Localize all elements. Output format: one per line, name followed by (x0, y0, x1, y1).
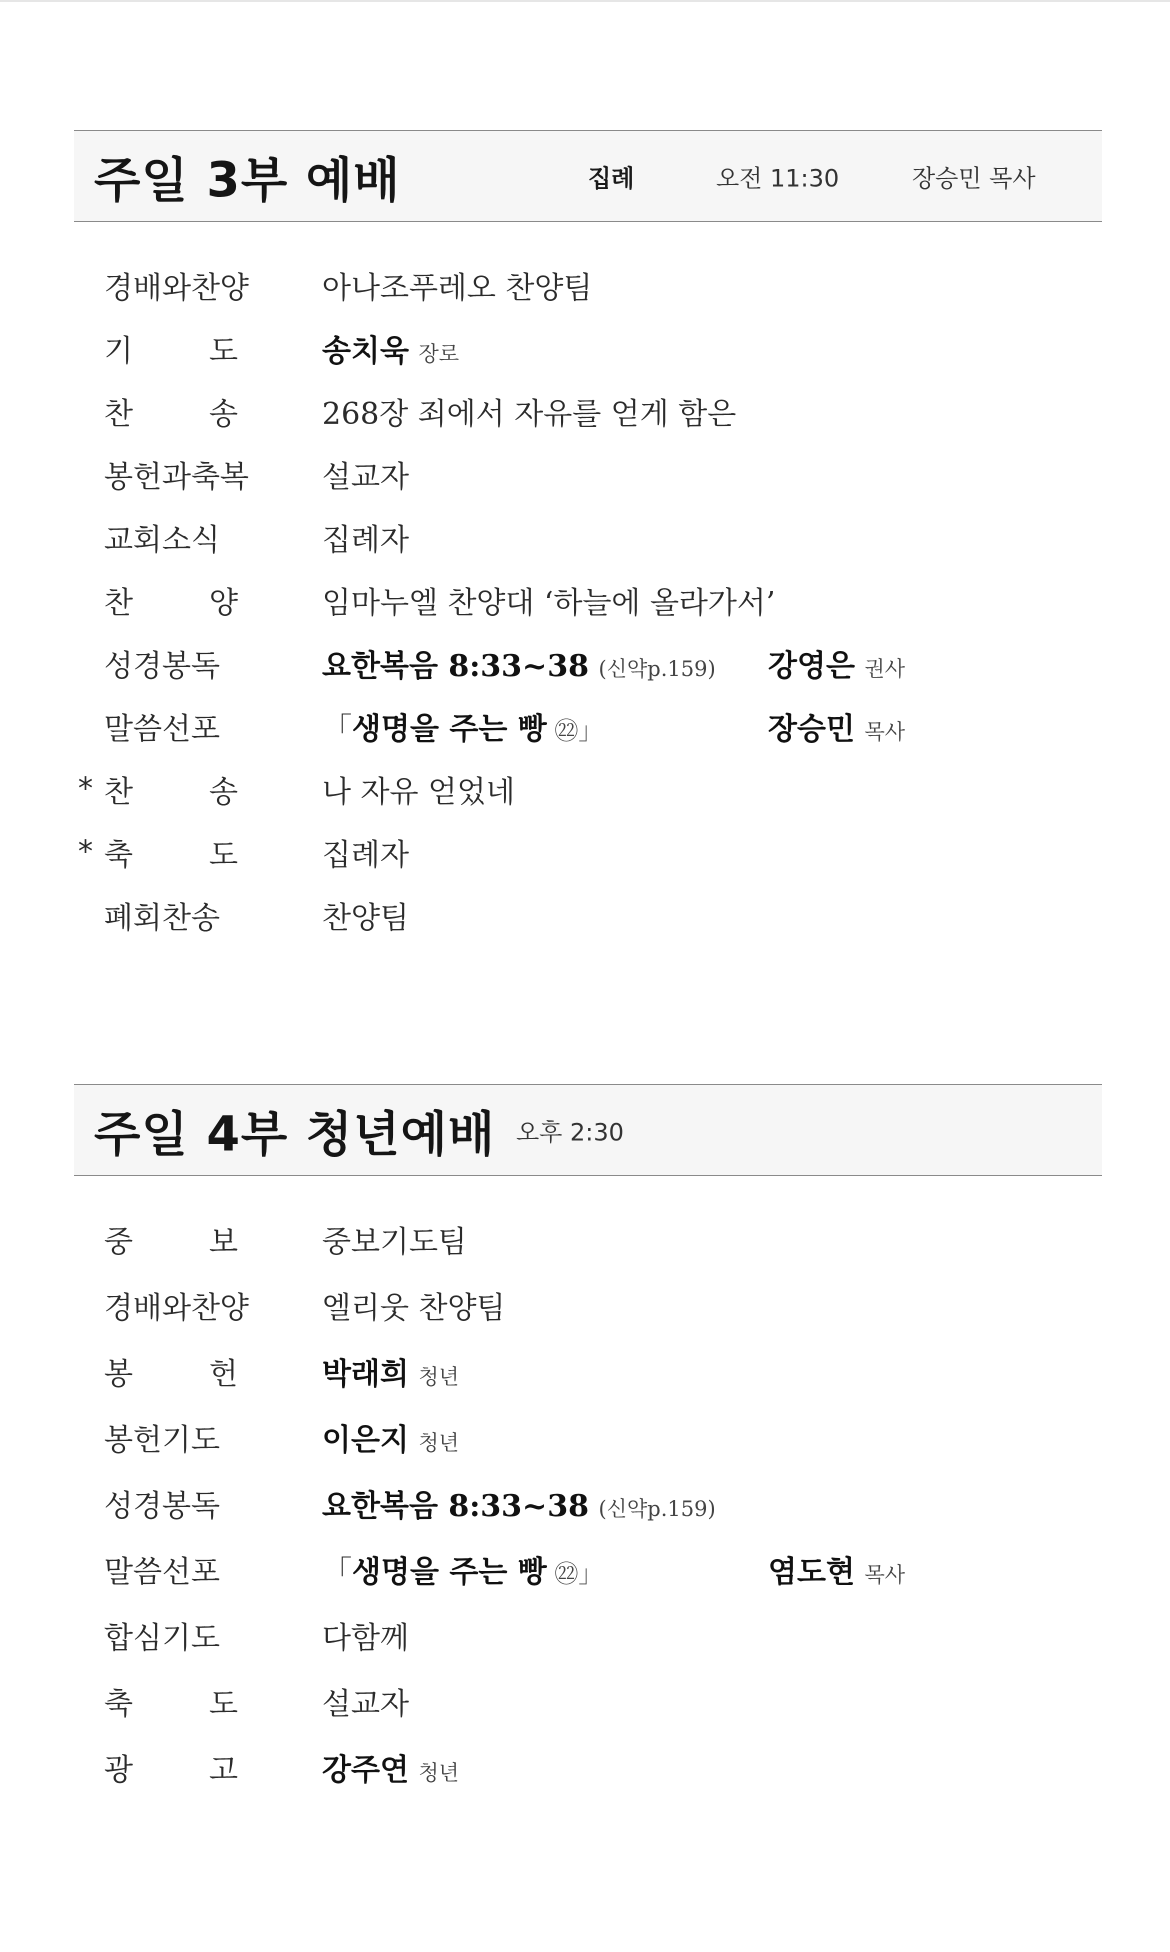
program-row (74, 1676, 1102, 1726)
item-content-text: 설교자 (322, 1687, 409, 1722)
program-row (74, 1412, 1102, 1462)
item-content (322, 578, 775, 622)
item-content (322, 452, 409, 496)
item-content-text: 나 자유 얻었네 (322, 775, 515, 810)
top-divider (0, 0, 1170, 2)
person-title: 권사 (864, 657, 906, 681)
item-content (322, 767, 515, 811)
item-label-part: 도 (209, 838, 238, 873)
item-content-bold: 송치욱 (322, 334, 409, 369)
item-content-note: (신약p.159) (598, 657, 716, 681)
service-4-section (74, 1084, 1102, 1788)
program-row (74, 764, 1102, 814)
program-row (74, 1280, 1102, 1330)
item-label (104, 641, 238, 685)
bracket-close: ㉒」 (546, 1560, 603, 1588)
item-label (104, 1745, 238, 1789)
item-label-part: 봉헌기도 (104, 1423, 220, 1458)
service-3-time: 오전 11:30 (716, 164, 840, 193)
program-row (74, 1544, 1102, 1594)
item-content-note: 장로 (418, 342, 460, 366)
item-label (104, 1283, 249, 1327)
item-label-part: 합심기도 (104, 1621, 220, 1656)
item-label-part: 찬 (104, 775, 133, 810)
required-star-mark: * (78, 834, 93, 870)
item-label-part: 찬 (104, 397, 133, 432)
item-content-text: 268장 죄에서 자유를 얻게 함은 (322, 397, 737, 432)
item-content (322, 1481, 716, 1525)
item-label-part: 축 (104, 838, 133, 873)
item-label-part: 양 (209, 586, 238, 621)
required-star-mark: * (78, 771, 93, 807)
program-row (74, 701, 1102, 751)
item-label-part: 도 (209, 334, 238, 369)
program-row (74, 827, 1102, 877)
item-label-part: 성경봉독 (104, 1489, 220, 1524)
item-content (322, 1679, 409, 1723)
item-label-part: 경배와찬양 (104, 271, 249, 306)
item-label (104, 578, 238, 622)
item-content-bold: 요한복음 8:33~38 (322, 1489, 589, 1524)
program-row (74, 512, 1102, 562)
item-label (104, 1415, 238, 1459)
item-content (322, 830, 409, 874)
item-content-text: 집례자 (322, 838, 409, 873)
item-content-bold: 강주연 (322, 1753, 409, 1788)
item-label-part: 말씀선포 (104, 712, 220, 747)
item-label-part: 송 (209, 775, 238, 810)
program-row (74, 1214, 1102, 1264)
program-row (74, 575, 1102, 625)
item-content (322, 263, 592, 307)
program-row (74, 1346, 1102, 1396)
item-content-text: 집례자 (322, 523, 409, 558)
item-label-part: 헌 (209, 1357, 238, 1392)
item-content (322, 1613, 409, 1657)
item-label-part: 교회소식 (104, 523, 220, 558)
item-content-note: (신약p.159) (598, 1497, 716, 1521)
item-content (322, 515, 409, 559)
item-content-text: 중보기도팀 (322, 1225, 467, 1260)
item-label (104, 263, 249, 307)
item-label (104, 389, 238, 433)
item-content-note: 청년 (418, 1761, 460, 1785)
program-row (74, 1610, 1102, 1660)
item-content (322, 704, 602, 748)
person-name: 염도현 (768, 1555, 855, 1590)
item-content-bold: 박래희 (322, 1357, 409, 1392)
program-row (74, 386, 1102, 436)
bracket-close: ㉒」 (546, 717, 603, 745)
item-label-part: 광 (104, 1753, 133, 1788)
person-name: 장승민 (768, 712, 855, 747)
program-row (74, 260, 1102, 310)
item-content-text: 임마누엘 찬양대 ‘하늘에 올라가서’ (322, 586, 776, 621)
item-label-part: 성경봉독 (104, 649, 220, 684)
item-label-part: 경배와찬양 (104, 1291, 249, 1326)
bracket-open: 「 (322, 712, 352, 747)
item-label-part: 보 (209, 1225, 238, 1260)
item-content (322, 893, 409, 937)
item-person (768, 1547, 905, 1591)
program-row (74, 890, 1102, 940)
service-3-header (74, 130, 1102, 222)
item-label (104, 452, 249, 496)
item-content-note: 청년 (418, 1365, 460, 1389)
item-content-note: 청년 (418, 1431, 460, 1455)
item-label (104, 704, 238, 748)
item-label-part: 축 (104, 1687, 133, 1722)
item-label (104, 767, 238, 811)
item-label-part: 폐회찬송 (104, 901, 220, 936)
item-label (104, 1481, 238, 1525)
item-label-part: 고 (209, 1753, 238, 1788)
item-content (322, 1547, 602, 1591)
item-content (322, 326, 459, 370)
item-label-part: 중 (104, 1225, 133, 1260)
item-content (322, 1283, 505, 1327)
service-3-leader: 장승민 목사 (912, 164, 1036, 193)
item-content-bold: 생명을 주는 빵 (352, 1555, 547, 1590)
program-row (74, 449, 1102, 499)
person-name: 강영은 (768, 649, 855, 684)
item-label-part: 말씀선포 (104, 1555, 220, 1590)
item-content-text: 다함께 (322, 1621, 409, 1656)
item-person (768, 704, 905, 748)
item-content-text: 아나조푸레오 찬양팀 (322, 271, 593, 306)
item-content (322, 389, 736, 433)
program-row (74, 638, 1102, 688)
item-label (104, 515, 238, 559)
item-label-part: 기 (104, 334, 133, 369)
service-3-leader-label: 집례 (588, 164, 635, 193)
person-title: 목사 (864, 720, 906, 744)
item-content (322, 641, 716, 685)
item-label (104, 830, 238, 874)
program-row (74, 1478, 1102, 1528)
item-content-bold: 요한복음 8:33~38 (322, 649, 589, 684)
item-label-part: 찬 (104, 586, 133, 621)
item-label (104, 893, 238, 937)
item-label (104, 1217, 238, 1261)
bracket-open: 「 (322, 1555, 352, 1590)
item-label (104, 1349, 238, 1393)
item-label-part: 송 (209, 397, 238, 432)
item-content-text: 설교자 (322, 460, 409, 495)
item-content (322, 1217, 467, 1261)
program-row (74, 1742, 1102, 1792)
item-label-part: 봉 (104, 1357, 133, 1392)
item-content (322, 1745, 459, 1789)
service-3-title: 주일 3부 예배 (94, 152, 401, 209)
item-label (104, 326, 238, 370)
item-label-part: 봉헌과축복 (104, 460, 249, 495)
item-label (104, 1613, 238, 1657)
item-content (322, 1415, 459, 1459)
service-3-section (74, 130, 1102, 936)
item-label (104, 1679, 238, 1723)
service-4-header (74, 1084, 1102, 1176)
item-person (768, 641, 905, 685)
program-row (74, 323, 1102, 373)
person-title: 목사 (864, 1563, 906, 1587)
item-label-part: 도 (209, 1687, 238, 1722)
service-4-title: 주일 4부 청년예배 (94, 1106, 496, 1163)
item-content (322, 1349, 459, 1393)
item-label (104, 1547, 238, 1591)
service-4-time: 오후 2:30 (516, 1118, 624, 1147)
item-content-text: 엘리웃 찬양팀 (322, 1291, 506, 1326)
item-content-bold: 이은지 (322, 1423, 409, 1458)
item-content-text: 찬양팀 (322, 901, 409, 936)
item-content-bold: 생명을 주는 빵 (352, 712, 547, 747)
